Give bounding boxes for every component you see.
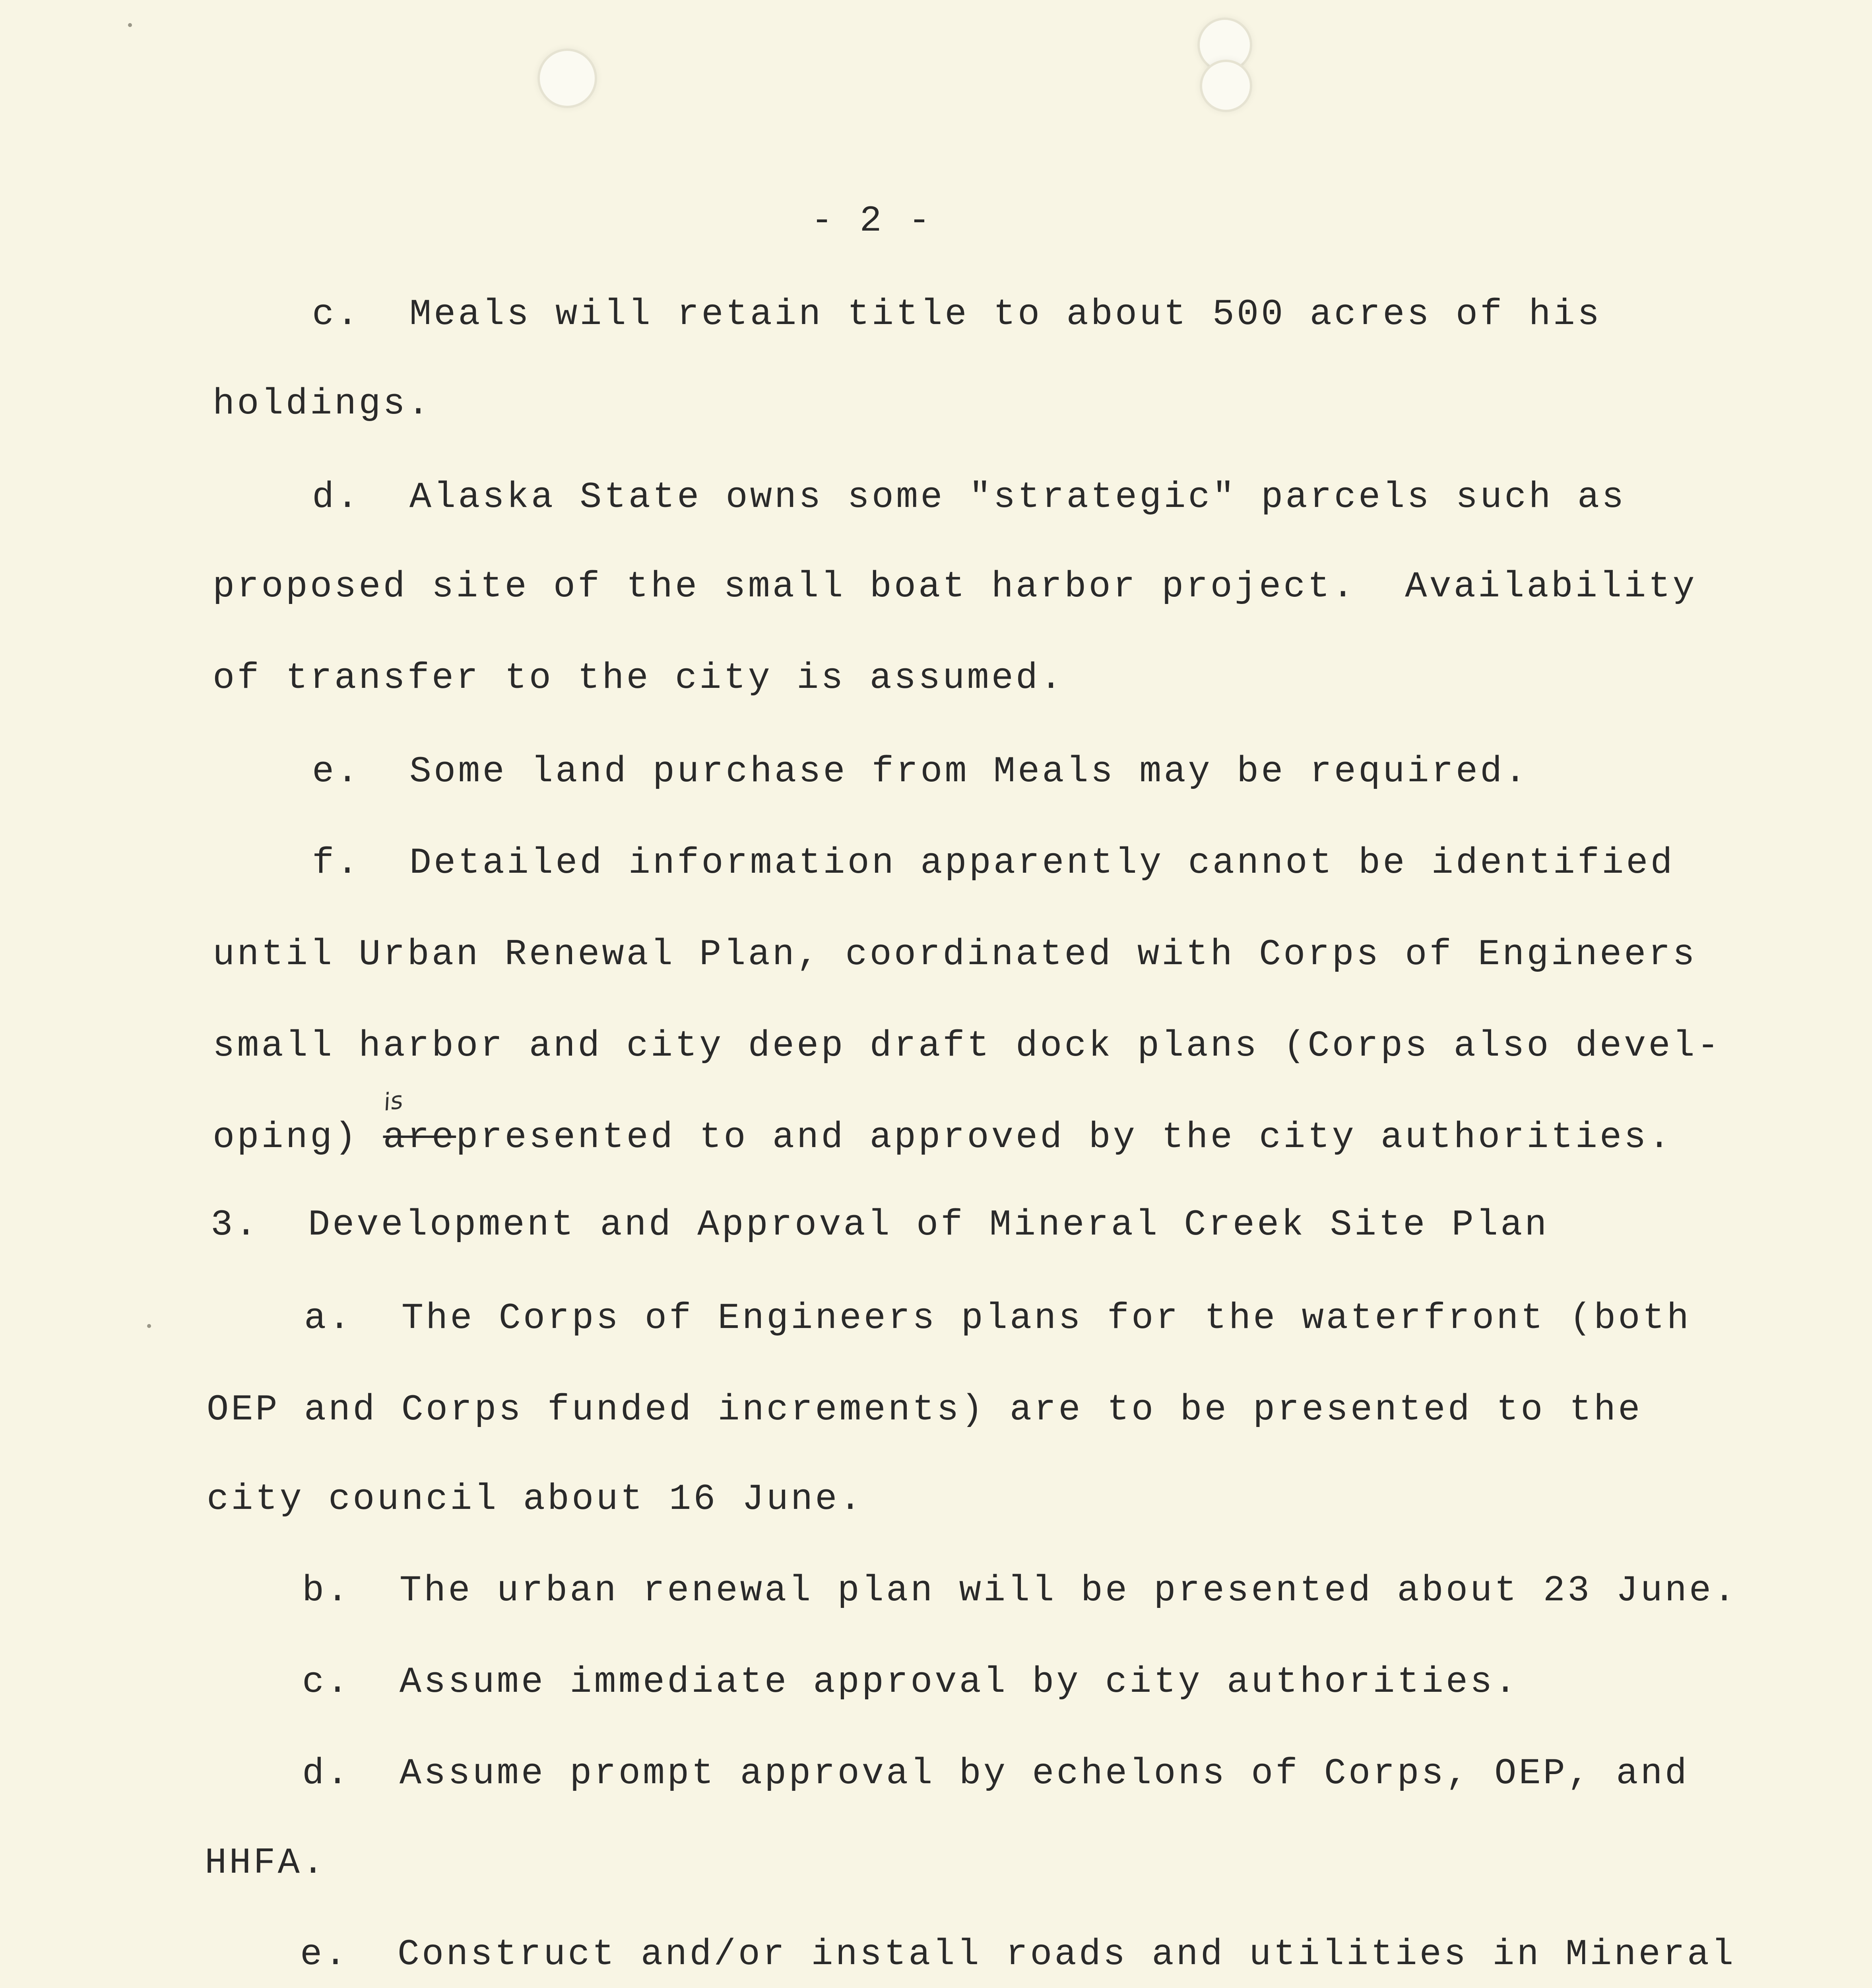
item-3e-line-1: e. Construct and/or install roads and utilities in Mineral: [300, 1934, 1736, 1975]
punch-hole-left: [537, 49, 597, 108]
item-d-line-1: d. Alaska State owns some "strategic" parcels such as: [312, 476, 1626, 518]
paper-speck: [128, 23, 132, 27]
punch-hole-right-lower: [1200, 60, 1252, 112]
item-3a-line-1: a. The Corps of Engineers plans for the waterfront (both: [304, 1297, 1691, 1339]
item-e-line-1: e. Some land purchase from Meals may be required.: [312, 751, 1529, 792]
item-3a-line-2: OEP and Corps funded increments) are to be presented to the: [207, 1389, 1643, 1431]
item-3a-line-3: city council about 16 June.: [207, 1478, 864, 1520]
item-3b-line-1: b. The urban renewal plan will be presented about 23 June.: [302, 1570, 1738, 1611]
item-f-line-4-pre: oping): [213, 1116, 383, 1158]
handwritten-insert: is: [382, 1086, 405, 1116]
item-3d-line-1: d. Assume prompt approval by echelons of Corps, OEP, and: [302, 1753, 1689, 1794]
item-f-line-2: until Urban Renewal Plan, coordinated with Corps of Engineers: [213, 934, 1697, 975]
item-c-line-1: c. Meals will retain title to about 500 acres of his: [312, 293, 1602, 335]
item-c-line-2: holdings.: [213, 383, 432, 425]
item-f-line-4: [213, 1116, 1673, 1158]
item-3d-line-2: HHFA.: [205, 1842, 327, 1884]
page-number: - 2 -: [811, 200, 933, 242]
item-3c-line-1: c. Assume immediate approval by city authorities.: [302, 1661, 1519, 1703]
item-f-line-4-post: presented to and approved by the city authorities.: [456, 1116, 1673, 1158]
item-d-line-3: of transfer to the city is assumed.: [213, 657, 1065, 699]
paper-speck: [147, 1324, 151, 1328]
item-f-line-1: f. Detailed information apparently cannot be identified: [312, 842, 1675, 884]
item-d-line-2: proposed site of the small boat harbor project. Availability: [213, 566, 1697, 608]
struck-word: are: [383, 1116, 456, 1158]
section-3-heading: 3. Development and Approval of Mineral Creek Site Plan: [211, 1204, 1549, 1246]
item-f-line-3: small harbor and city deep draft dock plans (Corps also devel-: [213, 1025, 1721, 1067]
